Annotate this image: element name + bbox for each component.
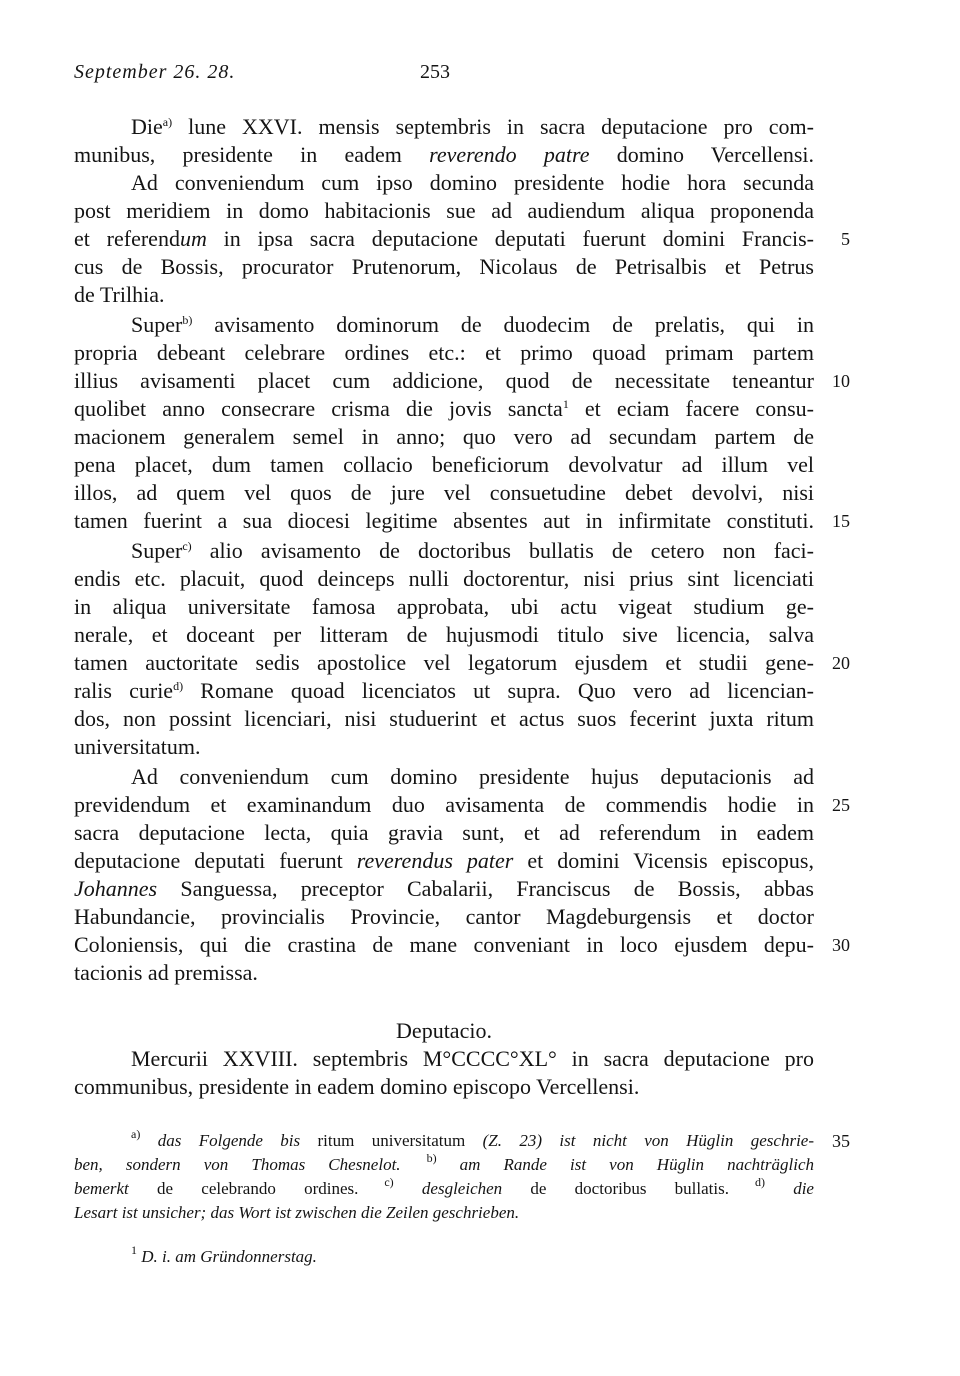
running-header <box>74 61 814 91</box>
text-line: endis etc. placuit, quod deinceps nulli doctorentur, nisi prius sint licenciati <box>74 566 814 591</box>
text-line: in aliqua universitate famosa approbata, ubi actu vigeat studium ge- <box>74 594 814 619</box>
text-line: Johannes Sanguessa, preceptor Cabalarii, Franciscus de Bossis, abbas <box>74 876 814 901</box>
text-line: tacionis ad premissa. <box>74 960 258 985</box>
text-line: tamen auctoritate sedis apostolice vel legatorum ejusdem et studii gene- <box>74 650 814 675</box>
note-mark: b) <box>426 1151 437 1165</box>
text-line: dos, non possint licenciari, nisi studuerint et actus suos fecerint juxta ritum <box>74 706 814 731</box>
text-line: quolibet anno consecrare crisma die jovis sancta$^1$ et eciam facere consu- <box>74 396 814 421</box>
note-mark: a) <box>131 1127 141 1141</box>
footnote-line: $^1$ D. i. am Gründonnerstag. <box>131 1243 317 1266</box>
text-line: post meridiem in domo habitacionis sue ad audiendum aliqua proponenda <box>74 198 814 223</box>
footnote-line: bemerkt de celebrando ordines. $^{c)}$ desgleichen de doctoribus bullatis. $^{d)}$ die <box>74 1175 814 1198</box>
text-line: communibus, presidente in eadem domino episcopo Vercellensi. <box>74 1074 640 1099</box>
text-line: et referendum in ipsa sacra deputacione deputati fuerunt domini Francis- <box>74 226 815 251</box>
text-line: pena placet, dum tamen collacio beneficiorum devolvatur ad illum vel <box>74 452 814 477</box>
footnote-line: ben, sondern von Thomas Chesnelot. $^{b)}$ am Rande ist von Hüglin nachträglich <box>74 1151 814 1174</box>
note-mark: a) <box>162 115 173 129</box>
text-line: Ad conveniendum cum domino presidente hujus deputacionis ad <box>131 764 814 789</box>
text-line: Super$^{c)}$ alio avisamento de doctoribus bullatis de cetero non faci- <box>131 538 814 563</box>
text-line: Mercurii XXVIII. septembris M°CCCC°XL° in sacra deputacione pro <box>131 1046 814 1071</box>
text-line: cus de Bossis, procurator Prutenorum, Nicolaus de Petrisalbis et Petrus <box>74 254 814 279</box>
line-number: 15 <box>832 511 850 531</box>
text-line: macionem generalem semel in anno; quo vero ad secundam partem de <box>74 424 814 449</box>
text-line: ralis curie$^{d)}$ Romane quoad licenciatos ut supra. Quo vero ad licencian- <box>74 678 814 703</box>
text-line: previdendum et examinandum duo avisamenta de commendis hodie in <box>74 792 814 817</box>
note-mark: 1 <box>131 1243 137 1257</box>
text-line: Coloniensis, qui die crastina de mane conveniant in loco ejusdem depu- <box>74 932 814 957</box>
text-line: illos, ad quem vel quos de jure vel consuetudine debet devolvi, nisi <box>74 480 814 505</box>
section-heading: Deputacio. <box>396 1018 492 1043</box>
footnote-line: Lesart ist unsicher; das Wort ist zwischen die Zeilen geschrieben. <box>74 1203 520 1222</box>
text-line: Super$^{b)}$ avisamento dominorum de duodecim de prelatis, qui in <box>131 312 814 337</box>
line-number: 10 <box>832 371 850 391</box>
text-line: deputacione deputati fuerunt reverendus pater et domini Vicensis episcopus, <box>74 848 814 873</box>
note-mark: d) <box>173 679 184 693</box>
text-line: Ad conveniendum cum ipso domino presidente hodie hora secunda <box>131 170 814 195</box>
line-number: 30 <box>832 935 850 955</box>
text-line: de Trilhia. <box>74 282 165 307</box>
page-number: 253 <box>420 61 450 83</box>
note-mark: c) <box>384 1175 394 1189</box>
footnote-line: $^{a)}$ das Folgende bis ritum universitatum (Z. 23) ist nicht von Hüglin geschrie- <box>131 1127 814 1150</box>
text-line: universitatum. <box>74 734 201 759</box>
text-line: nerale, et doceant per litteram de hujusmodi titulo sive licencia, salva <box>74 622 814 647</box>
text-line: propria debeant celebrare ordines etc.: et primo quoad primam partem <box>74 340 814 365</box>
text-line: munibus, presidente in eadem reverendo patre domino Vercellensi. <box>74 142 815 167</box>
text-line: Die$^{a)}$ lune XXVI. mensis septembris in sacra deputacione pro com- <box>131 114 814 139</box>
text-line: sacra deputacione lecta, quia gravia sunt, et ad referendum in eadem <box>74 820 814 845</box>
line-number: 20 <box>832 653 850 673</box>
line-number: 35 <box>832 1131 850 1151</box>
note-mark: d) <box>754 1175 765 1189</box>
note-mark: c) <box>182 539 192 553</box>
note-mark: b) <box>182 313 193 327</box>
header-date: September 26. 28. <box>74 61 236 83</box>
text-line: tamen fuerint a sua diocesi legitime absentes aut in infirmitate constituti. <box>74 508 814 533</box>
text-line: illius avisamenti placet cum addicione, quod de necessitate teneantur <box>74 368 814 393</box>
text-line: Habundancie, provincialis Provincie, cantor Magdeburgensis et doctor <box>74 904 814 929</box>
line-number: 5 <box>841 229 850 249</box>
line-number: 25 <box>832 795 850 815</box>
note-mark: 1 <box>562 397 569 411</box>
